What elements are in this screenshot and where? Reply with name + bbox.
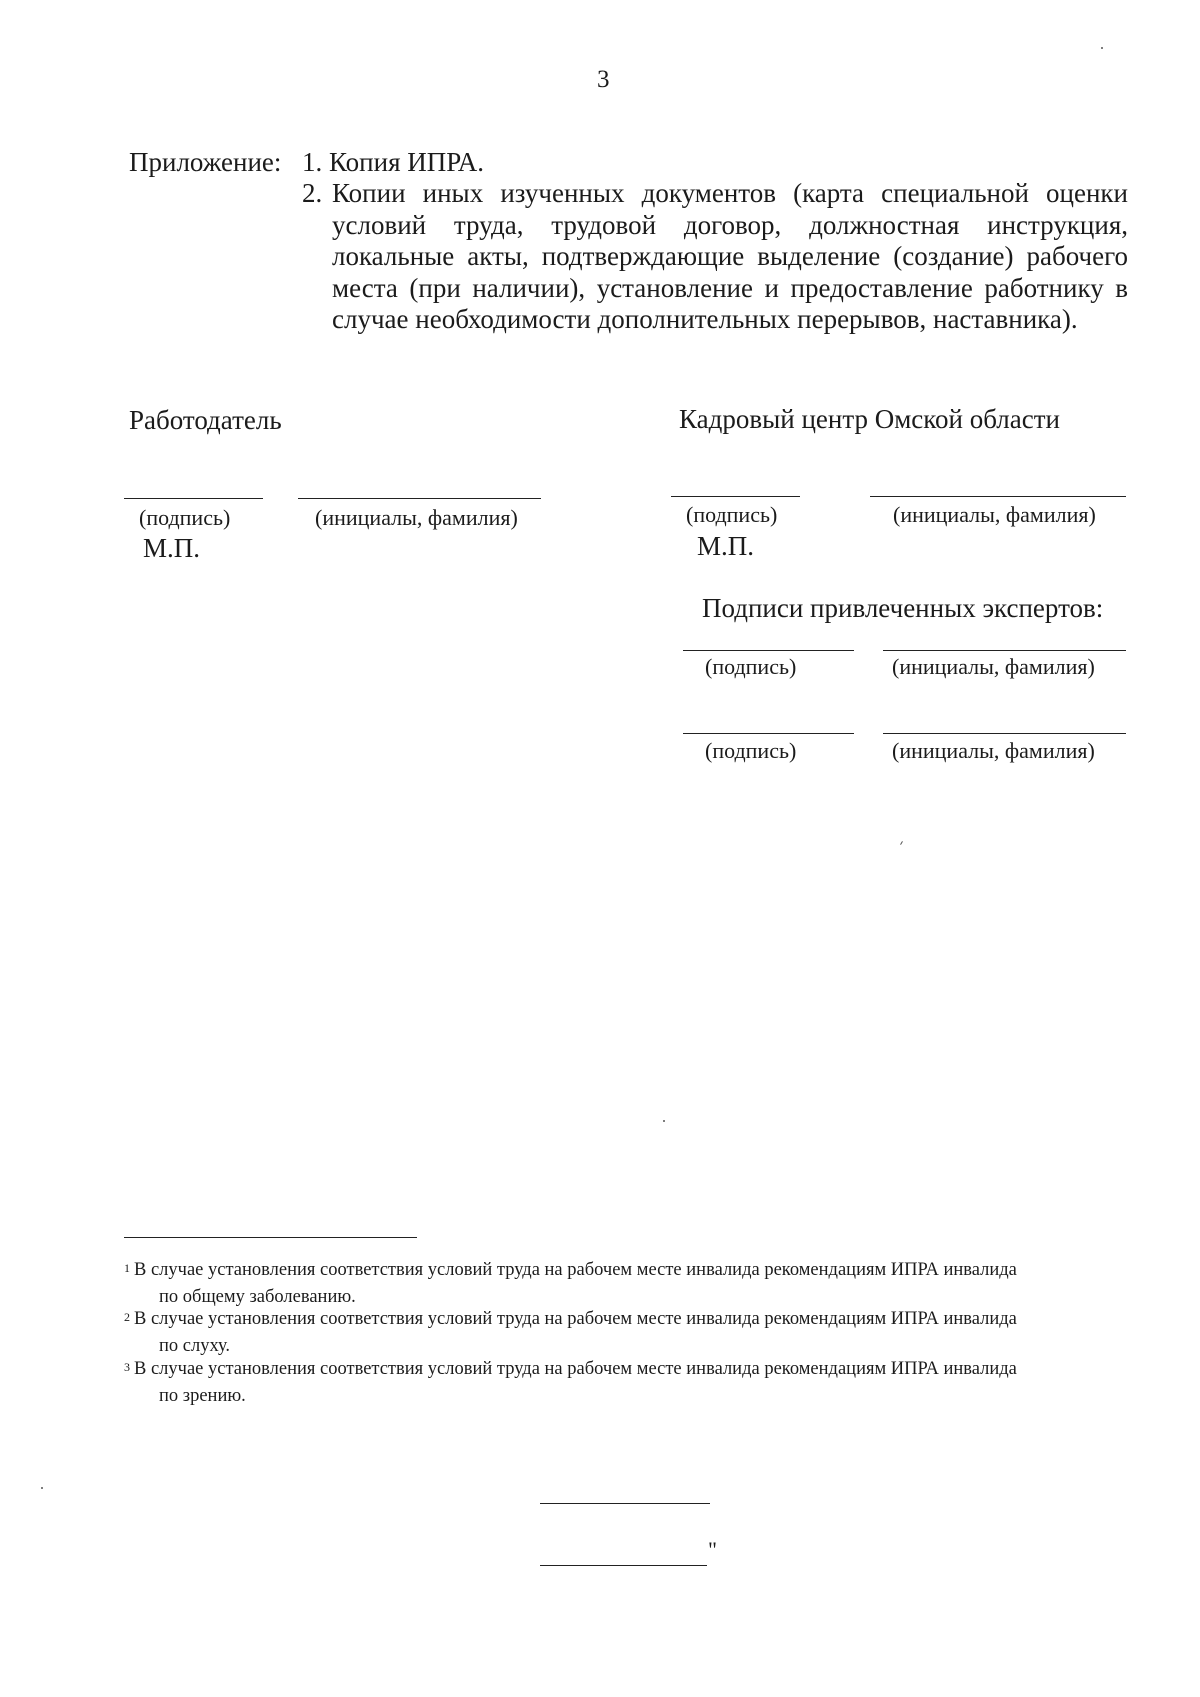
footnote-text-continued: по слуху.	[159, 1336, 231, 1356]
center-signature-caption: (подпись)	[686, 502, 778, 527]
footnote-text: В случае установления соответствия условий труда на рабочем месте инвалида рекомендациям ИПРА инвалида	[134, 1260, 1017, 1280]
employer-name-caption: (инициалы, фамилия)	[315, 505, 518, 530]
footnote-text-continued: по зрению.	[159, 1386, 246, 1406]
footnote-mark: 3	[124, 1360, 130, 1374]
footnote-1	[124, 1257, 1128, 1311]
scan-speck	[663, 1120, 665, 1122]
employer-title: Работодатель	[129, 405, 282, 435]
expert-2-signature-caption: (подпись)	[705, 738, 797, 763]
scan-speck	[41, 1487, 43, 1489]
footnote-3	[124, 1356, 1128, 1410]
center-title: Кадровый центр Омской области	[679, 404, 1060, 434]
attachment-item-1	[302, 147, 1128, 179]
experts-title: Подписи привлеченных экспертов:	[702, 593, 1104, 623]
scan-speck	[1101, 47, 1103, 49]
attachment-item-text: Копия ИПРА.	[329, 147, 485, 177]
expert-1-signature-line[interactable]	[683, 650, 854, 651]
center-stamp-label: М.П.	[697, 531, 755, 561]
center-signature-line[interactable]	[671, 496, 800, 497]
footnote-2	[124, 1306, 1128, 1360]
attachment-item-number: 1.	[302, 147, 323, 177]
bottom-quote-mark: "	[708, 1537, 717, 1562]
attachment-item-2	[302, 178, 1128, 336]
footnote-text-continued: по общему заболеванию.	[159, 1287, 356, 1307]
employer-signature-caption: (подпись)	[139, 505, 231, 530]
employer-stamp-label: М.П.	[143, 533, 201, 563]
expert-1-name-caption: (инициалы, фамилия)	[892, 654, 1095, 679]
expert-2-signature-line[interactable]	[683, 733, 854, 734]
footnote-separator	[124, 1237, 417, 1238]
employer-name-line[interactable]	[298, 498, 541, 499]
expert-1-signature-caption: (подпись)	[705, 654, 797, 679]
bottom-rule-2	[540, 1565, 707, 1566]
employer-signature-line[interactable]	[124, 498, 263, 499]
expert-2-name-line[interactable]	[883, 733, 1126, 734]
bottom-rule-1	[540, 1503, 710, 1504]
attachment-label: Приложение:	[129, 147, 282, 177]
attachment-item-text: Копии иных изученных документов (карта специальной оценки условий труда, трудовой договор, должностная инструкция, локальные акты, подтверждающие выделение (создание) рабочего места (при наличии), установление и предоставление работнику в случае необходимости дополнительных перерывов, наставника).	[332, 178, 1128, 334]
center-name-caption: (инициалы, фамилия)	[893, 502, 1096, 527]
scan-speck	[900, 841, 903, 845]
footnote-text: В случае установления соответствия условий труда на рабочем месте инвалида рекомендациям ИПРА инвалида	[134, 1309, 1017, 1329]
footnote-text: В случае установления соответствия условий труда на рабочем месте инвалида рекомендациям ИПРА инвалида	[134, 1359, 1017, 1379]
page-number: 3	[597, 66, 610, 93]
expert-2-name-caption: (инициалы, фамилия)	[892, 738, 1095, 763]
expert-1-name-line[interactable]	[883, 650, 1126, 651]
attachment-item-number: 2.	[302, 178, 323, 208]
center-name-line[interactable]	[870, 496, 1126, 497]
footnote-mark: 1	[124, 1261, 130, 1275]
footnote-mark: 2	[124, 1310, 130, 1324]
